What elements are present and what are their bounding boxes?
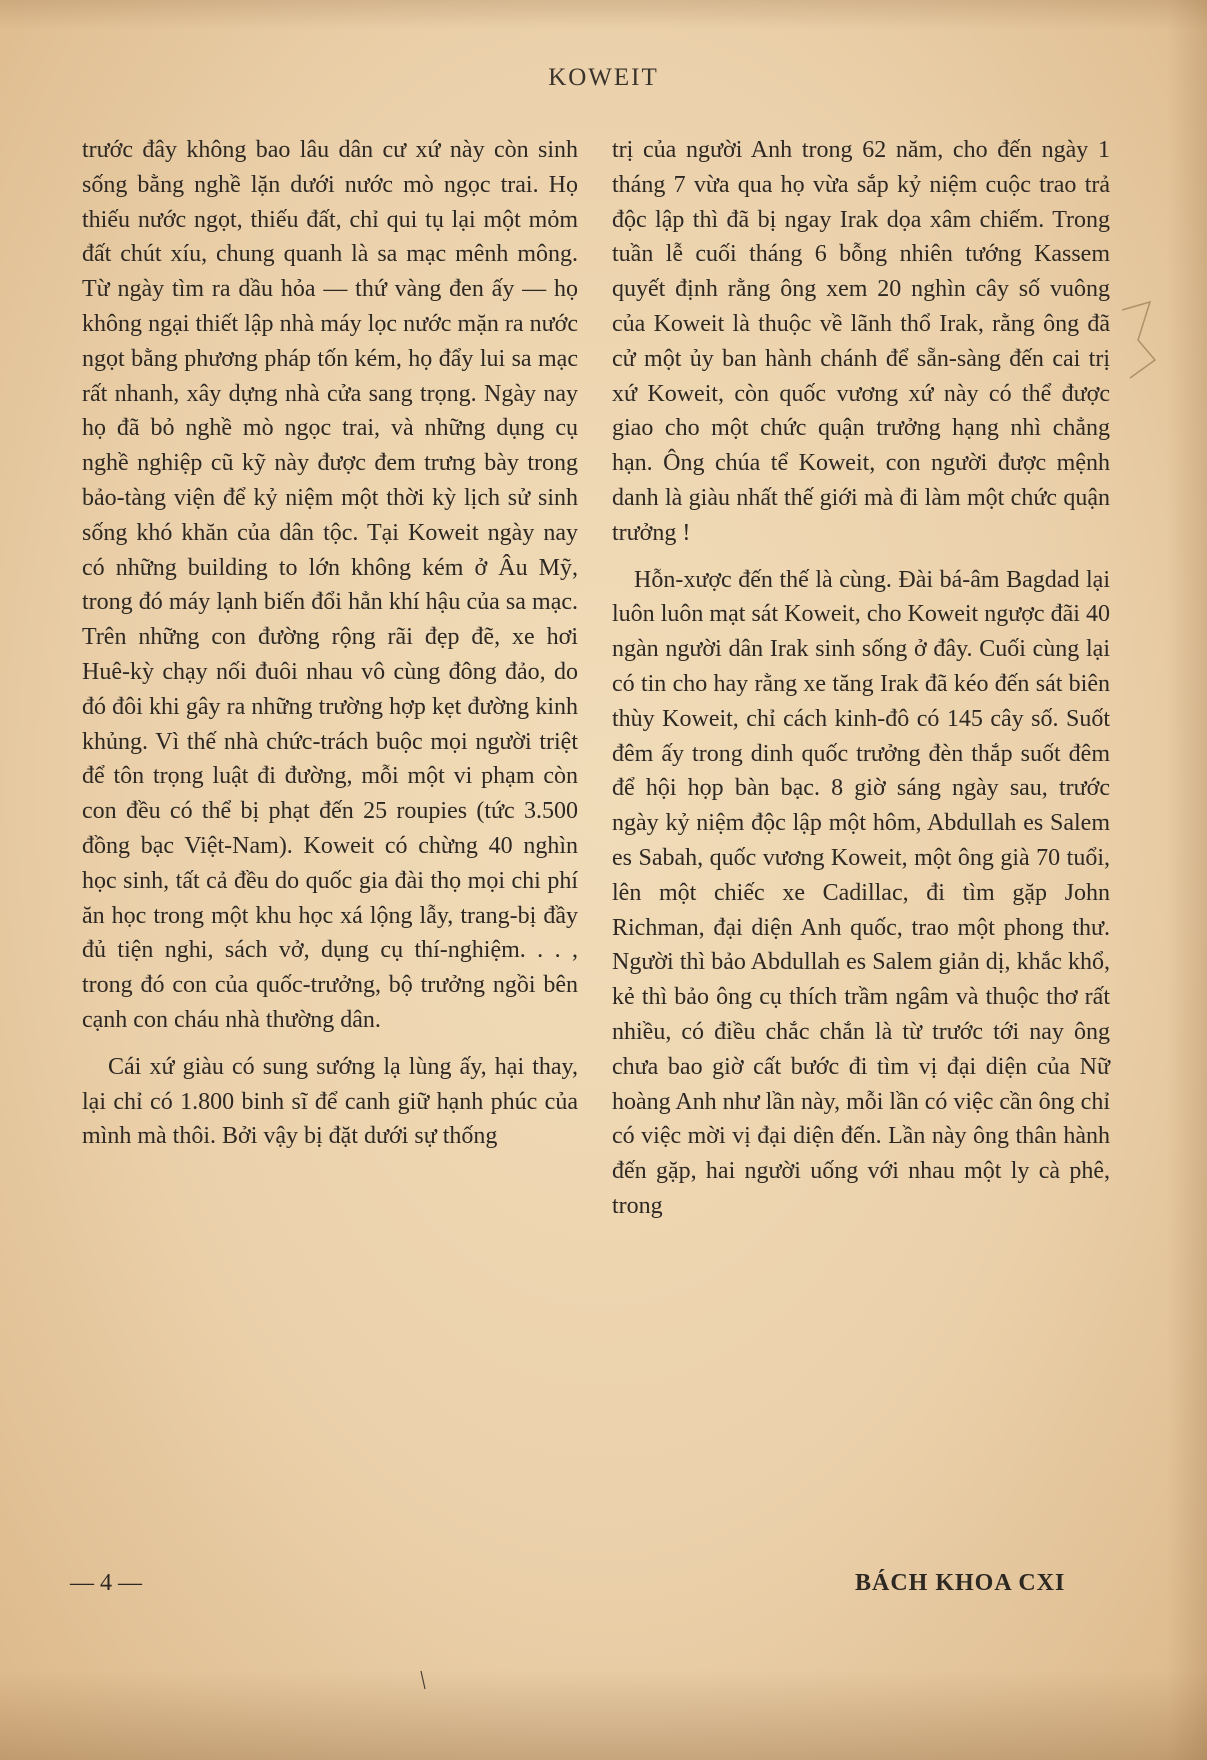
right-paragraph-2: Hỗn-xược đến thế là cùng. Đài bá-âm Bagdad lại luôn luôn mạt sát Koweit, cho Koweit ngược đãi 40 ngàn người dân Irak sinh sống ở đây. Cuối cùng lại có tin cho hay rằng xe tăng Irak đã kéo đến sát biên thùy Koweit, chỉ cách kinh-đô có 145 cây số. Suốt đêm ấy trong dinh quốc trưởng đèn thắp suốt đêm để hội họp bàn bạc. 8 giờ sáng ngày sau, trước ngày kỷ niệm độc lập một hôm, Abdullah es Salem es Sabah, quốc vương Koweit, một ông già 70 tuổi, lên một chiếc xe Cadillac, đi tìm gặp John Richman, đại diện Anh quốc, trao một phong thư. Người thì bảo Abdullah es Salem giản dị, khắc khổ, kẻ thì bảo ông cụ thích trầm ngâm và thuộc thơ rất nhiều, có điều chắc chắn là từ trước tới nay ông chưa bao giờ cất bước đi tìm vị đại diện của Nữ hoàng Anh như lần này, mỗi lần có việc cần ông chỉ có việc mời vị đại diện đến. Lần này ông thân hành đến gặp, hai người uống với nhau một ly cà phê, trong [612, 566, 1110, 1219]
left-paragraph-2: Cái xứ giàu có sung sướng lạ lùng ấy, hại thay, lại chỉ có 1.800 binh sĩ để canh giữ hạnh phúc của mình mà thôi. Bởi vậy bị đặt dưới sự thống [82, 1053, 578, 1150]
paper-tear-mark [1120, 300, 1180, 380]
magazine-issue: BÁCH KHOA CXI [855, 1570, 1066, 1596]
paper-edge-bottom [0, 1670, 1207, 1760]
running-head: KOWEIT [548, 64, 659, 91]
stray-ink-mark [420, 1670, 426, 1690]
right-column [612, 133, 1110, 1224]
page-number: — 4 — [70, 1570, 142, 1596]
left-paragraph-1: trước đây không bao lâu dân cư xứ này còn sinh sống bằng nghề lặn dưới nước mò ngọc trai. Họ thiếu nước ngọt, thiếu đất, chỉ qui tụ lại một mỏm đất chút xíu, chung quanh là sa mạc mênh mông. Từ ngày tìm ra dầu hỏa — thứ vàng đen ấy — họ không ngại thiết lập nhà máy lọc nước mặn ra nước ngọt bằng phương pháp tốn kém, họ đẩy lui sa mạc rất nhanh, xây dựng nhà cửa sang trọng. Ngày nay họ đã bỏ nghề mò ngọc trai, và những dụng cụ nghề nghiệp cũ kỹ này được đem trưng bày trong bảo-tàng viện để kỷ niệm một thời kỳ lịch sử sinh sống khó khăn của dân tộc. Tại Koweit ngày nay có những building to lớn không kém ở Âu Mỹ, trong đó máy lạnh biến đổi hẳn khí hậu của sa mạc. Trên những con đường rộng rãi đẹp đẽ, xe hơi Huê-kỳ chạy nối đuôi nhau vô cùng đông đảo, do đó đôi khi gây ra những trường hợp kẹt đường kinh khủng. Vì thế nhà chức-trách buộc mọi người triệt để tôn trọng luật đi đường, mỗi một vi phạm còn con đều có thể bị phạt đến 25 roupies (tức 3.500 đồng bạc Việt-Nam). Koweit có chừng 40 nghìn học sinh, tất cả đều do quốc gia đài thọ mọi chi phí ăn học trong một khu học xá lộng lẫy, trang-bị đầy đủ tiện nghi, sách vở, dụng cụ thí-nghiệm. . . , trong đó con của quốc-trưởng, bộ trưởng ngồi bên cạnh con cháu nhà thường dân. [82, 137, 578, 1033]
paper-edge-right [1167, 0, 1207, 1760]
left-column [82, 133, 578, 1154]
right-paragraph-1: trị của người Anh trong 62 năm, cho đến ngày 1 tháng 7 vừa qua họ vừa sắp kỷ niệm cuộc trao trả độc lập thì đã bị ngay Irak dọa xâm chiếm. Trong tuần lễ cuối tháng 6 bỗng nhiên tướng Kassem quyết định rằng ông xem 20 nghìn cây số vuông của Koweit là thuộc về lãnh thổ Irak, rằng ông đã cử một ủy ban hành chánh để sẵn-sàng đến cai trị xứ Koweit, còn quốc vương xứ này có thể được giao cho một chức quận trưởng hạng nhì chẳng hạn. Ông chúa tể Koweit, con người được mệnh danh là giàu nhất thế giới mà đi làm một chức quận trưởng ! [612, 137, 1110, 546]
paper-edge-top [0, 0, 1207, 30]
